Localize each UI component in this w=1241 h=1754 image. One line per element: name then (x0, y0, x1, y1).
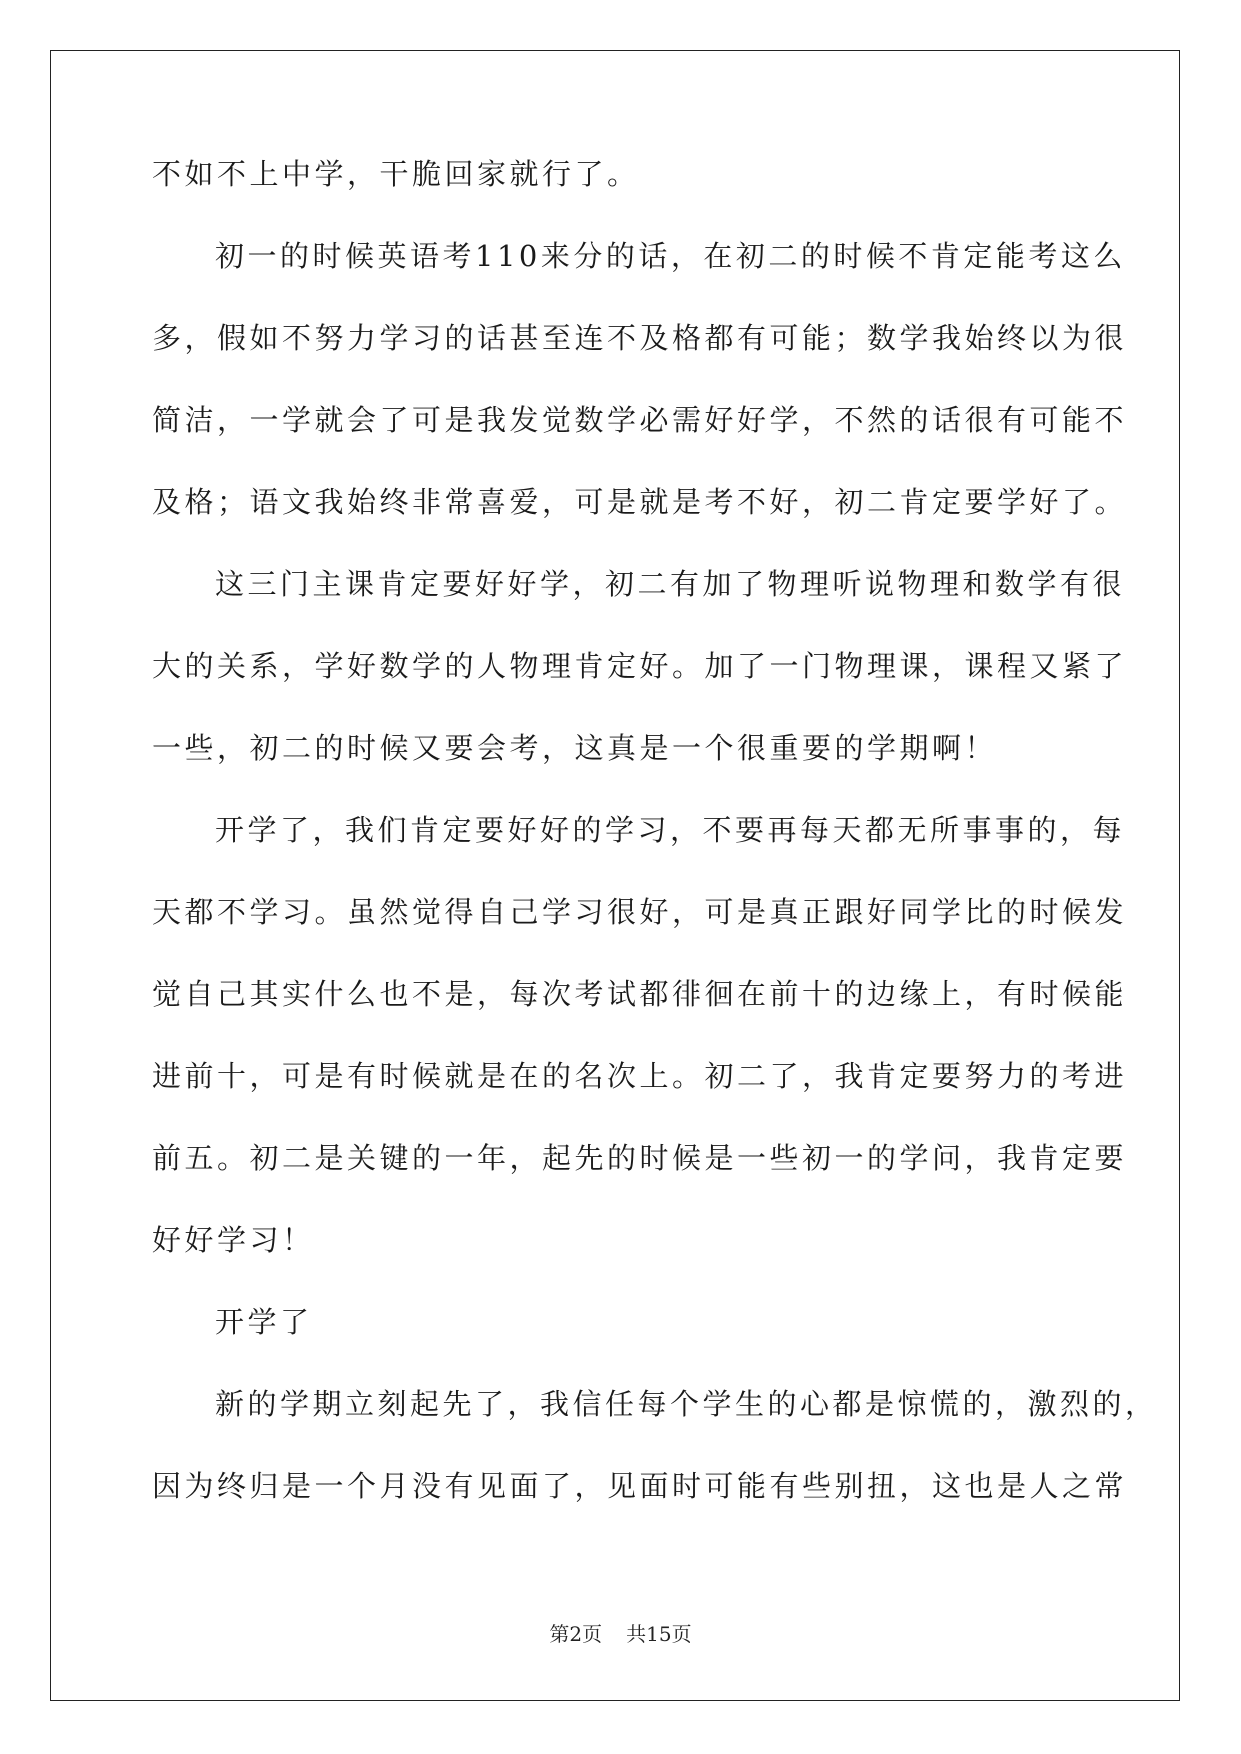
page-total: 共15页 (626, 1622, 692, 1646)
page-footer (0, 1618, 1241, 1647)
text-line: 开学了，我们肯定要好好的学习，不要再每天都无所事事的，每 (215, 813, 1126, 847)
text-line: 觉自己其实什么也不是，每次考试都徘徊在前十的边缘上，有时候能 (152, 977, 1128, 1011)
text-line: 前五。初二是关键的一年，起先的时候是一些初一的学问，我肯定要 (152, 1141, 1128, 1175)
text-line: 天都不学习。虽然觉得自己学习很好，可是真正跟好同学比的时候发 (152, 895, 1128, 929)
text-line: 简洁，一学就会了可是我发觉数学必需好好学，不然的话很有可能不 (152, 403, 1128, 437)
section-heading: 开学了 (215, 1305, 313, 1339)
text-line: 不如不上中学，干脆回家就行了。 (152, 157, 640, 191)
text-line: 大的关系，学好数学的人物理肯定好。加了一门物理课，课程又紧了 (152, 649, 1128, 683)
text-line: 这三门主课肯定要好好学，初二有加了物理听说物理和数学有很 (215, 567, 1126, 601)
text-line: 及格；语文我始终非常喜爱，可是就是考不好，初二肯定要学好了。 (152, 485, 1128, 519)
text-line: 多，假如不努力学习的话甚至连不及格都有可能；数学我始终以为很 (152, 321, 1128, 355)
text-line: 一些，初二的时候又要会考，这真是一个很重要的学期啊！ (152, 731, 998, 765)
document-body (152, 157, 1158, 1554)
text-line: 因为终归是一个月没有见面了，见面时可能有些别扭，这也是人之常 (152, 1469, 1128, 1503)
text-line: 初一的时候英语考110来分的话，在初二的时候不肯定能考这么 (215, 239, 1126, 273)
page-number: 第2页 (549, 1622, 603, 1646)
text-line: 新的学期立刻起先了，我信任每个学生的心都是惊慌的，激烈的， (215, 1387, 1158, 1421)
text-line: 好好学习！ (152, 1223, 315, 1257)
text-line: 进前十，可是有时候就是在的名次上。初二了，我肯定要努力的考进 (152, 1059, 1128, 1093)
